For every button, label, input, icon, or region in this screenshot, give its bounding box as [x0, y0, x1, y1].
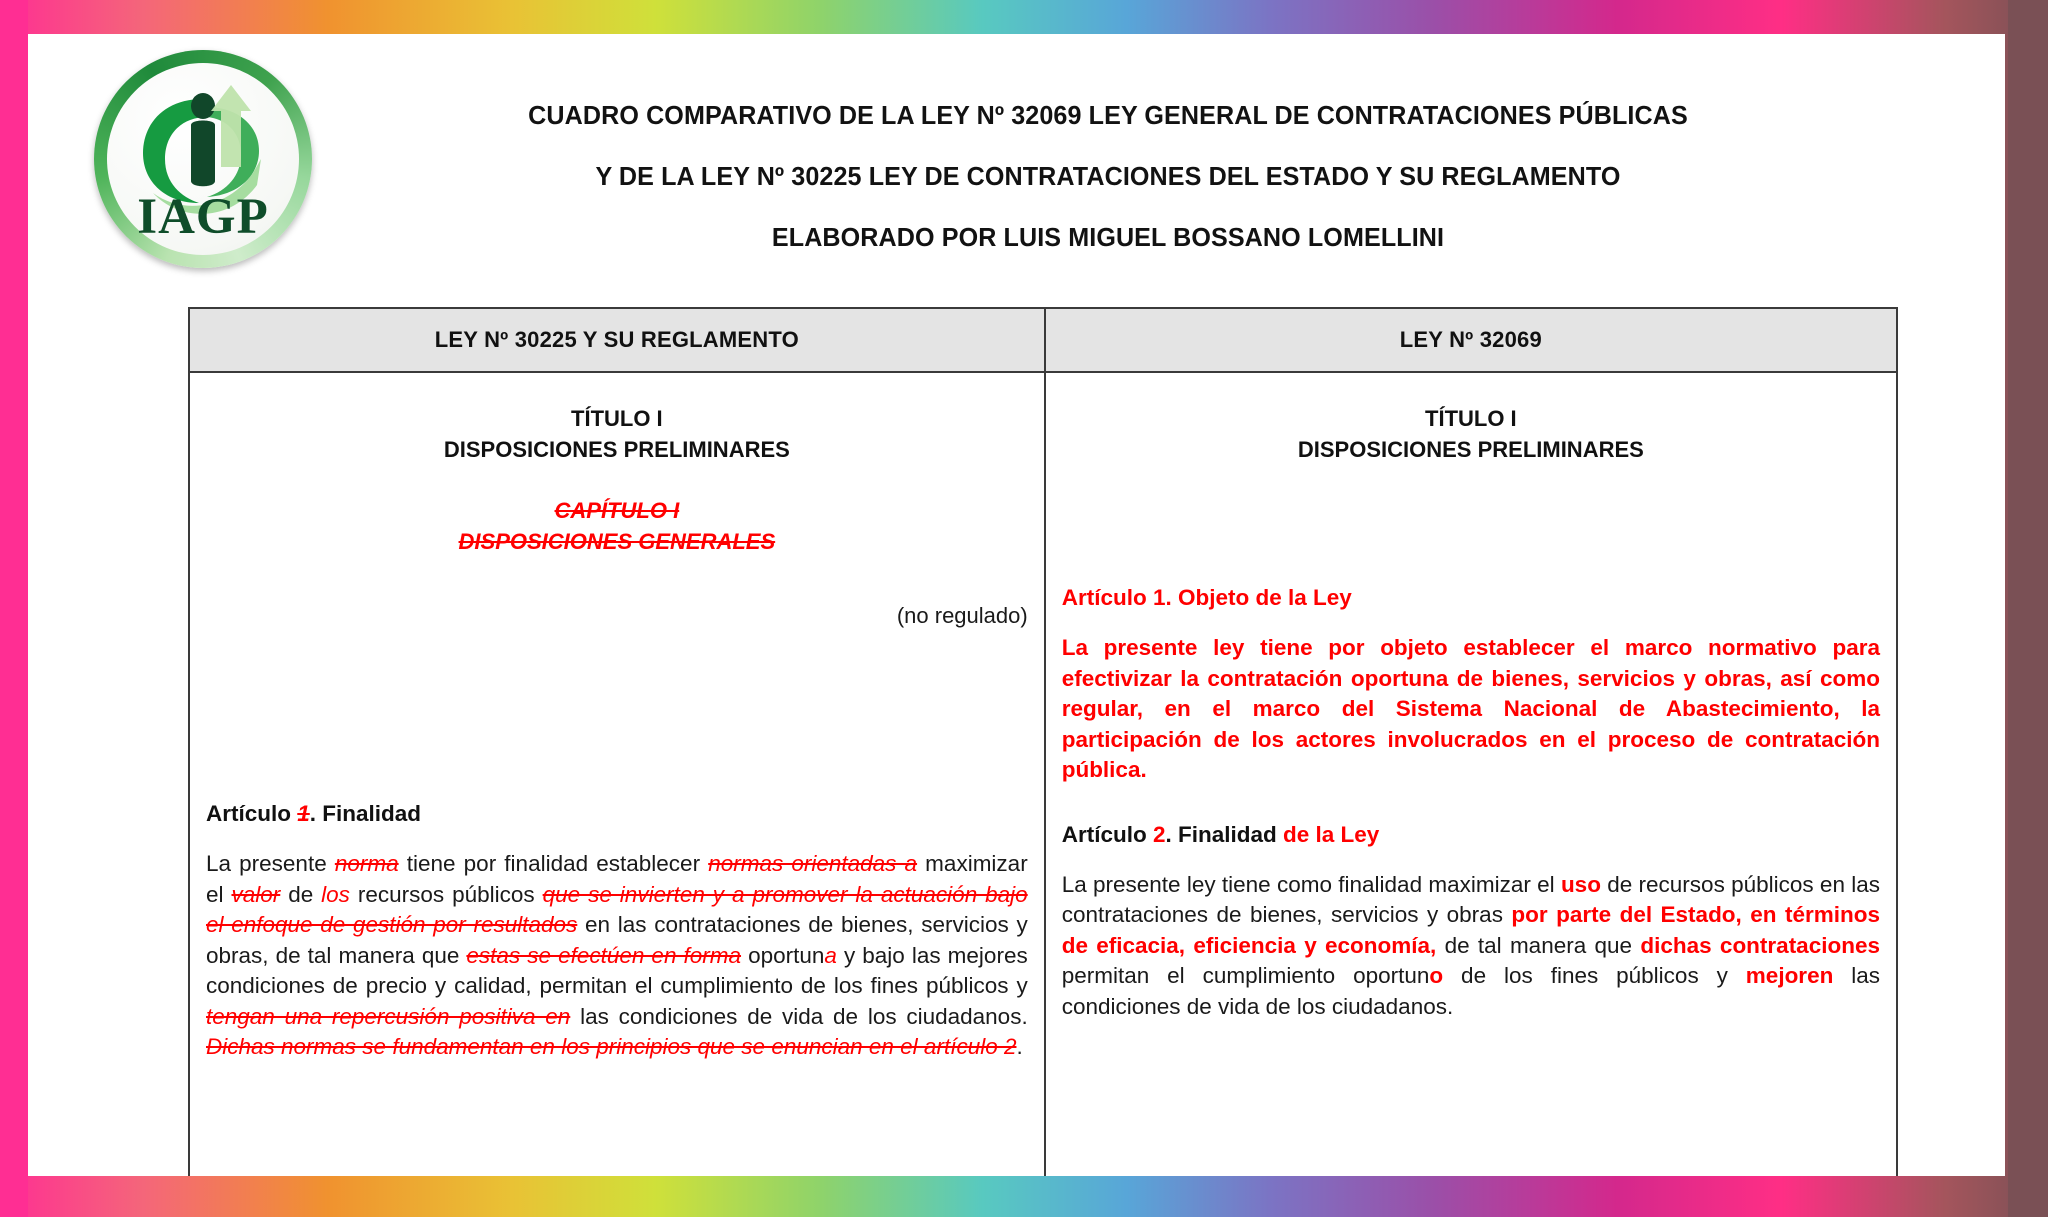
- text-run-7: o: [1429, 963, 1444, 988]
- text-run-15: tengan una repercusión positiva en: [206, 1003, 571, 1029]
- left-titulo-line-2: DISPOSICIONES PRELIMINARES: [443, 437, 790, 462]
- heading-line-3: ELABORADO POR LUIS MIGUEL BOSSANO LOMELLINI: [771, 224, 1445, 252]
- text-run-9: mejoren: [1745, 963, 1834, 988]
- text-run-0: La presente: [206, 851, 335, 876]
- column-header-ley-32069: LEY Nº 32069: [1045, 308, 1897, 372]
- text-run-14: y bajo las mejores condiciones de precio y calidad, permitan el cumplimiento de los fines públicos y: [206, 942, 1028, 998]
- text-run-17: Dichas normas se fundamentan en los principios que se enuncian en el artículo 2: [206, 1034, 1017, 1059]
- column-header-ley-30225: LEY Nº 30225 Y SU REGLAMENTO: [189, 308, 1045, 372]
- right-articulo2-heading: [1062, 820, 1880, 850]
- left-articulo-number-struck: 1: [297, 801, 310, 826]
- text-run-1: uso: [1560, 871, 1601, 897]
- right-articulo2-prefix: Artículo: [1061, 821, 1153, 847]
- right-articulo1-heading: Artículo 1. Objeto de la Ley: [1061, 585, 1352, 610]
- text-run-11: estas se efectúen en forma: [466, 942, 742, 968]
- right-titulo-line-1: TÍTULO I: [1425, 406, 1517, 431]
- text-run-6: de: [280, 881, 322, 907]
- right-articulo2-suffix: de la Ley: [1283, 821, 1380, 847]
- text-run-2: tiene por finalidad establecer: [398, 851, 709, 876]
- left-articulo-suffix: . Finalidad: [309, 801, 422, 826]
- cell-ley-30225: [189, 372, 1045, 1176]
- text-run-10: en las contrataciones de bienes, servicios y obras, de tal manera que: [206, 912, 1028, 968]
- table-row: [189, 372, 1897, 1176]
- text-run-6: permitan el cumplimiento oportun: [1061, 963, 1430, 988]
- no-regulado-label: (no regulado): [896, 603, 1028, 628]
- text-run-8: de los fines públicos y: [1443, 963, 1746, 988]
- heading-line-2: Y DE LA LEY Nº 30225 LEY DE CONTRATACIONES DEL ESTADO Y SU REGLAMENTO: [595, 163, 1621, 191]
- text-run-13: a: [824, 942, 837, 968]
- text-run-9: que se invierten y a promover la actuación bajo el enfoque de gestión por resultados: [206, 881, 1028, 937]
- text-run-10: las condiciones de vida de los ciudadanos.: [1061, 963, 1881, 1019]
- text-run-5: valor: [231, 881, 281, 907]
- text-run-3: normas orientadas a: [708, 851, 918, 876]
- left-articulo-body: [206, 849, 1028, 1063]
- right-articulo2-number: 2: [1152, 821, 1166, 847]
- text-run-4: de tal manera que: [1436, 932, 1641, 958]
- text-run-2: de recursos públicos en las contrataciones de bienes, servicios y obras: [1061, 871, 1880, 927]
- text-run-7: los: [321, 881, 350, 907]
- text-run-5: dichas contrataciones: [1640, 932, 1880, 958]
- logo-acronym: IAGP: [137, 189, 269, 245]
- text-run-16: las condiciones de vida de los ciudadanos.: [570, 1003, 1028, 1029]
- text-run-18: .: [1016, 1034, 1023, 1059]
- table-header-row: [189, 308, 1897, 372]
- right-titulo-line-2: DISPOSICIONES PRELIMINARES: [1297, 437, 1644, 462]
- text-run-8: recursos públicos: [349, 881, 543, 907]
- text-run-3: por parte del Estado, en términos de eficacia, eficiencia y economía,: [1061, 902, 1880, 958]
- iagp-logo: [94, 50, 312, 268]
- right-articulo1-body: La presente ley tiene por objeto establecer el marco normativo para efectivizar la contratación oportuna de bienes, servicios y obras, así como regular, en el marco del Sistema Nacional de Abastecimiento, la participación de los actores involucrados en el proceso de contratación pública.: [1061, 635, 1880, 782]
- left-articulo-prefix: Artículo: [206, 801, 298, 826]
- left-capitulo-line-1: CAPÍTULO I: [554, 498, 680, 523]
- left-titulo-line-1: TÍTULO I: [571, 406, 663, 431]
- left-articulo-heading: [206, 799, 1028, 829]
- text-run-4: maximizar el: [206, 851, 1028, 907]
- comparison-table: [188, 307, 1898, 1176]
- right-articulo2-middle: . Finalidad: [1165, 821, 1283, 847]
- right-articulo2-body: [1062, 870, 1880, 1023]
- text-run-12: oportun: [741, 942, 825, 968]
- text-run-1: norma: [334, 851, 399, 876]
- text-run-0: La presente ley tiene como finalidad maximizar el: [1061, 871, 1561, 897]
- document-heading: [328, 86, 1888, 269]
- document-page: [28, 34, 2005, 1176]
- cell-ley-32069: [1045, 372, 1897, 1176]
- heading-line-1: CUADRO COMPARATIVO DE LA LEY Nº 32069 LEY GENERAL DE CONTRATACIONES PÚBLICAS: [528, 102, 1688, 130]
- left-capitulo-line-2: DISPOSICIONES GENERALES: [458, 529, 776, 554]
